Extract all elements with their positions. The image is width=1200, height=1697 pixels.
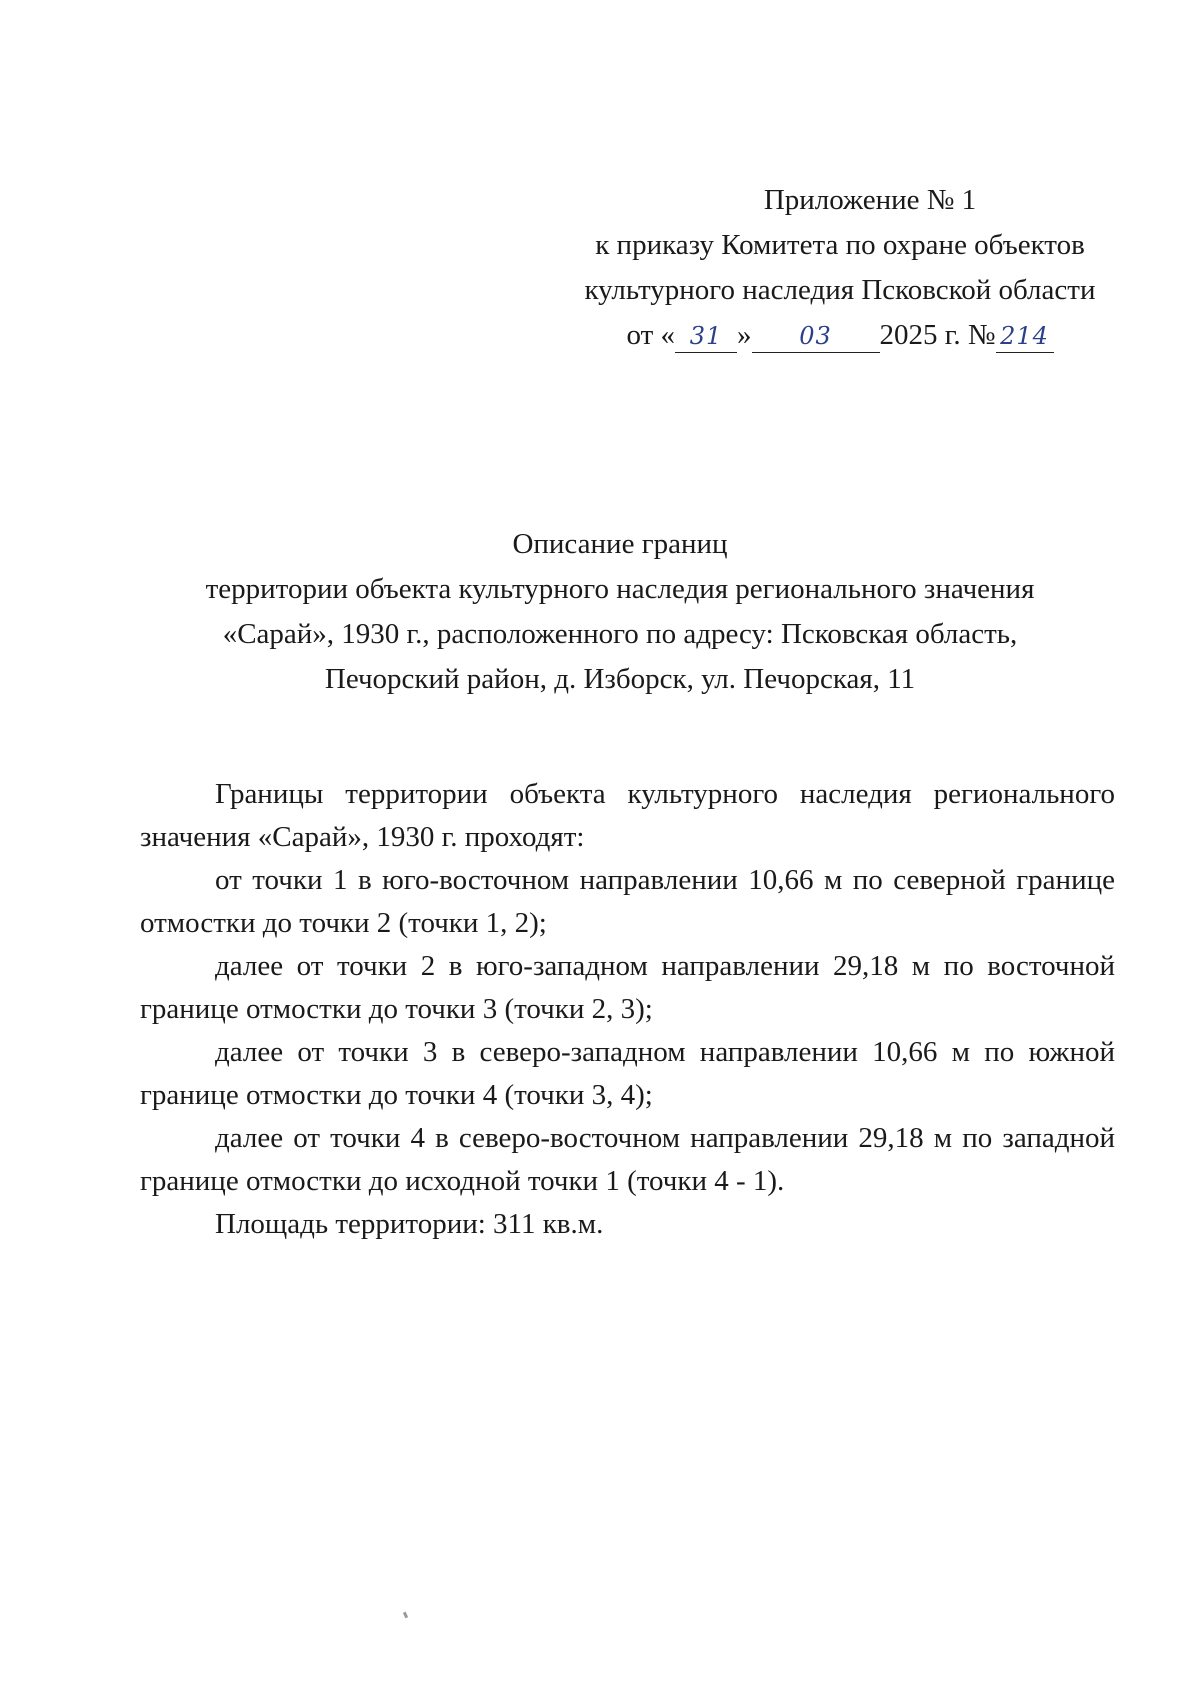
heading-line-3: «Сарай», 1930 г., расположенного по адресу: Псковская область, (222, 618, 1018, 650)
appendix-committee-line: культурного наследия Псковской области (584, 274, 1096, 306)
quote-close: » (737, 319, 752, 351)
area-paragraph: Площадь территории: 311 кв.м. (215, 1208, 604, 1240)
month-blank (752, 318, 880, 353)
document-heading (140, 522, 1100, 702)
document-body (140, 773, 1115, 1246)
appendix-header (560, 178, 1120, 358)
scan-speck (403, 1612, 408, 1619)
boundary-segment-2: далее от точки 2 в юго-западном направлении 29,18 м по восточной границе отмостки до точки 3 (точки 2, 3); (140, 950, 1115, 1025)
boundary-segment-4: далее от точки 4 в северо-восточном направлении 29,18 м по западной границе отмостки до исходной точки 1 (точки 4 - 1). (140, 1122, 1115, 1197)
day-blank (675, 318, 737, 353)
number-blank (996, 318, 1054, 353)
day-handwritten: 31 (689, 322, 723, 350)
date-prefix: от « (626, 319, 675, 351)
heading-line-2: территории объекта культурного наследия регионального значения (205, 573, 1035, 605)
appendix-order-line: к приказу Комитета по охране объектов (595, 229, 1085, 261)
boundary-segment-3: далее от точки 3 в северо-западном направлении 10,66 м по южной границе отмостки до точки 4 (точки 3, 4); (140, 1036, 1115, 1111)
year-and-number-label: 2025 г. № (879, 319, 996, 351)
month-handwritten: 03 (799, 322, 832, 350)
appendix-title: Приложение № 1 (763, 184, 977, 216)
intro-paragraph: Границы территории объекта культурного наследия регионального значения «Сарай», 1930 г. проходят: (140, 778, 1115, 853)
boundary-segment-1: от точки 1 в юго-восточном направлении 10,66 м по северной границе отмостки до точки 2 (точки 1, 2); (140, 864, 1115, 939)
heading-line-4: Печорский район, д. Изборск, ул. Печорская, 11 (324, 663, 916, 695)
appendix-date-line (560, 313, 1120, 358)
heading-line-1: Описание границ (512, 528, 728, 560)
order-number-handwritten: 214 (1000, 322, 1049, 350)
